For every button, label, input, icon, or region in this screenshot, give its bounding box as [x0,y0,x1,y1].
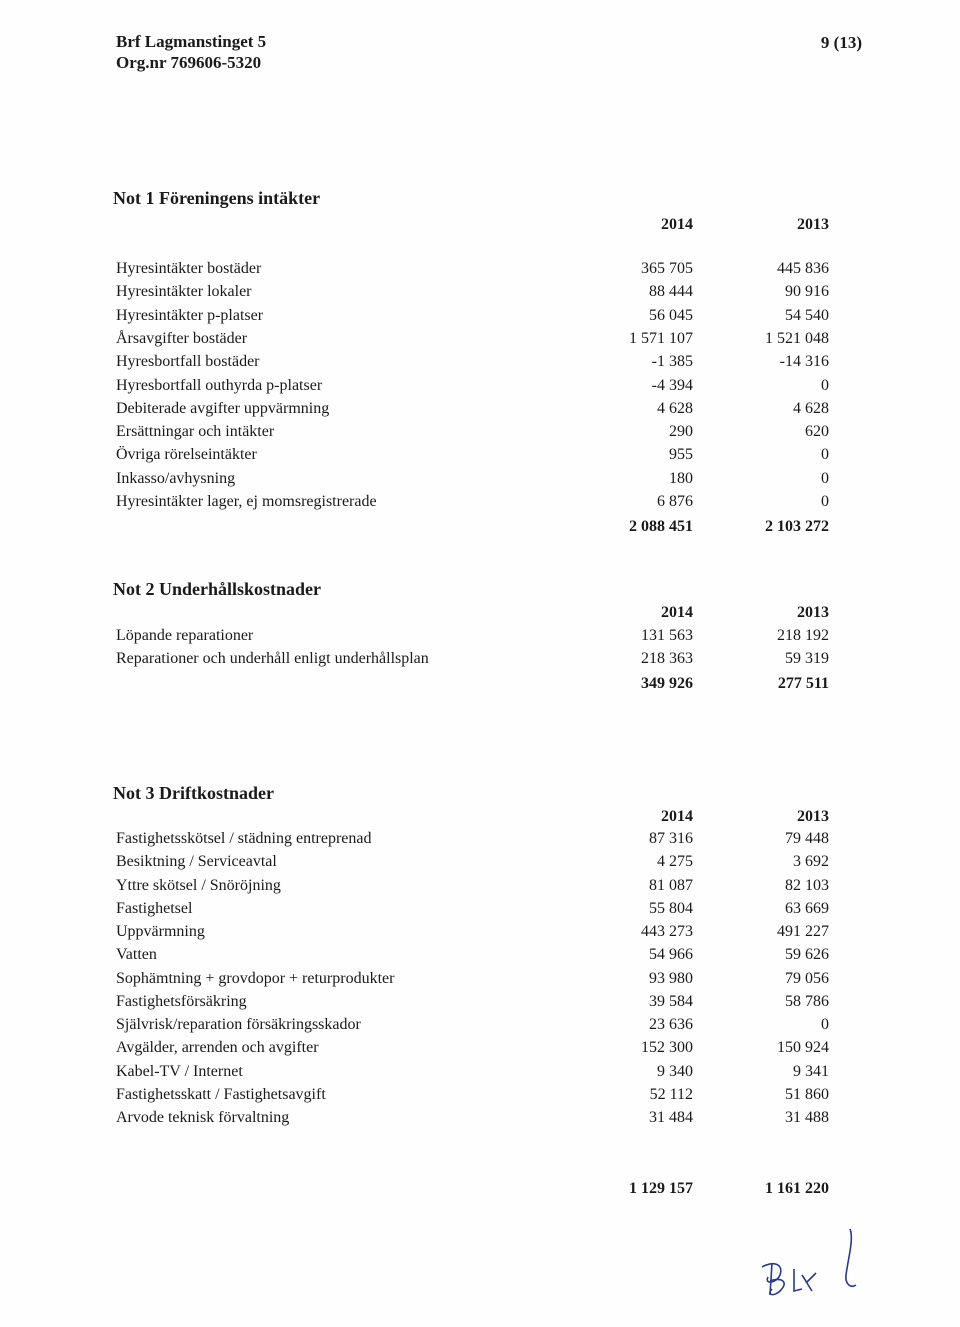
value-2013: 4 628 [793,399,829,417]
value-2014: -4 394 [651,376,693,394]
note3-total-2014: 1 129 157 [629,1180,693,1197]
signature [750,1225,890,1305]
row-label: Uppvärmning [116,923,205,940]
value-2013: 59 626 [785,946,829,964]
row-label: Reparationer och underhåll enligt underhållsplan [116,650,429,667]
table-row [0,853,960,876]
value-2014: 81 087 [649,876,693,894]
table-row [0,900,960,923]
row-label: Arvode teknisk förvaltning [116,1109,290,1126]
table-row [0,1063,960,1086]
table-row [0,400,960,423]
row-label: Årsavgifter bostäder [116,329,248,347]
row-label: Fastighetsförsäkring [116,992,247,1010]
value-2014: 4 628 [657,399,693,417]
value-2014: 31 484 [649,1109,693,1126]
table-row [0,877,960,900]
value-2013: 51 860 [785,1085,829,1103]
table-row [0,946,960,969]
value-2013: 0 [821,446,829,464]
row-label: Avgälder, arrenden och avgifter [116,1039,319,1057]
value-2014: 290 [669,423,693,441]
row-label: Hyresintäkter lager, ej momsregistrerade [116,493,377,510]
row-label: Ersättningar och intäkter [116,423,275,441]
value-2013: 218 192 [777,627,829,644]
note1-year-2014: 2014 [661,216,693,233]
value-2013: 63 669 [785,899,829,917]
table-row [0,993,960,1016]
row-label: Hyresintäkter lokaler [116,283,252,301]
note2-total-2014: 349 926 [641,675,693,692]
value-2014: 1 571 107 [629,329,693,347]
table-row [0,1109,960,1132]
value-2013: 82 103 [785,876,829,894]
value-2014: 88 444 [649,283,693,301]
table-row [0,970,960,993]
row-label: Sophämtning + grovdopor + returprodukter [116,969,395,987]
note3-year-2014: 2014 [661,808,693,825]
table-row [0,283,960,306]
value-2013: 79 448 [785,830,829,847]
value-2013: 58 786 [785,992,829,1010]
row-label: Hyresbortfall outhyrda p-platser [116,376,323,394]
note2-year-2013: 2013 [797,604,829,621]
note3-total-2013: 1 161 220 [765,1180,829,1197]
table-row [0,377,960,400]
value-2014: 218 363 [641,650,693,667]
value-2014: 54 966 [649,946,693,964]
row-label: Inkasso/avhysning [116,469,236,487]
table-row [0,830,960,853]
value-2013: 59 319 [785,650,829,667]
value-2013: 0 [821,1016,829,1033]
value-2013: 79 056 [785,969,829,987]
table-row [0,470,960,493]
value-2013: 491 227 [777,923,829,940]
value-2014: 55 804 [649,899,693,917]
value-2014: 9 340 [657,1062,693,1080]
row-label: Yttre skötsel / Snöröjning [116,876,281,894]
value-2013: 9 341 [793,1062,829,1080]
row-label: Självrisk/reparation försäkringsskador [116,1016,361,1033]
note1-year-2013: 2013 [797,216,829,233]
row-label: Hyresintäkter p-platser [116,306,264,324]
org-number: Org.nr 769606-5320 [116,53,262,72]
note2-title: Not 2 Underhållskostnader [113,579,322,599]
row-label: Debiterade avgifter uppvärmning [116,399,330,417]
value-2013: 620 [805,423,829,441]
value-2014: 39 584 [649,992,693,1010]
value-2014: 6 876 [657,493,693,510]
value-2014: 4 275 [657,853,693,871]
value-2014: 443 273 [641,923,693,940]
table-row [0,923,960,946]
table-row [0,307,960,330]
value-2013: 0 [821,469,829,487]
table-row [0,650,960,673]
value-2014: 56 045 [649,306,693,324]
value-2014: 152 300 [641,1039,693,1057]
table-row [0,1016,960,1039]
value-2014: 52 112 [649,1085,693,1103]
value-2013: 0 [821,376,829,394]
row-label: Fastighetsskötsel / städning entreprenad [116,830,372,847]
row-label: Fastighetsskatt / Fastighetsavgift [116,1085,326,1103]
value-2013: 1 521 048 [765,329,829,347]
row-label: Övriga rörelseintäkter [116,446,257,464]
row-label: Hyresbortfall bostäder [116,353,260,371]
note2-total-2013: 277 511 [777,675,829,692]
value-2014: -1 385 [651,353,693,371]
table-row [0,1086,960,1109]
table-row [0,260,960,283]
value-2014: 87 316 [649,830,693,847]
table-row [0,493,960,516]
org-name: Brf Lagmanstinget 5 [116,32,267,51]
note1-total-2013: 2 103 272 [765,518,829,535]
table-row [0,1039,960,1062]
note3-year-2013: 2013 [797,808,829,825]
value-2013: -14 316 [779,353,829,371]
table-row [0,423,960,446]
row-label: Fastighetsel [116,899,193,917]
note2-year-2014: 2014 [661,604,693,621]
value-2013: 31 488 [785,1109,829,1126]
table-row [0,353,960,376]
table-row [0,446,960,469]
value-2013: 0 [821,493,829,510]
value-2014: 365 705 [641,260,693,277]
value-2014: 23 636 [649,1016,693,1033]
value-2013: 3 692 [793,853,829,871]
value-2013: 445 836 [777,260,829,277]
value-2013: 54 540 [785,306,829,324]
note1-total-2014: 2 088 451 [629,518,693,535]
row-label: Vatten [116,946,157,964]
note3-title: Not 3 Driftkostnader [113,783,274,803]
value-2014: 131 563 [641,627,693,644]
row-label: Besiktning / Serviceavtal [116,853,277,871]
value-2013: 90 916 [785,283,829,301]
page-number: 9 (13) [820,33,862,52]
value-2014: 955 [669,446,693,464]
note1-title: Not 1 Föreningens intäkter [113,188,321,208]
row-label: Löpande reparationer [116,627,254,644]
table-row [0,627,960,650]
value-2014: 180 [669,469,693,487]
table-row [0,330,960,353]
row-label: Hyresintäkter bostäder [116,260,262,277]
row-label: Kabel-TV / Internet [116,1062,243,1080]
value-2013: 150 924 [777,1039,829,1057]
value-2014: 93 980 [649,969,693,987]
